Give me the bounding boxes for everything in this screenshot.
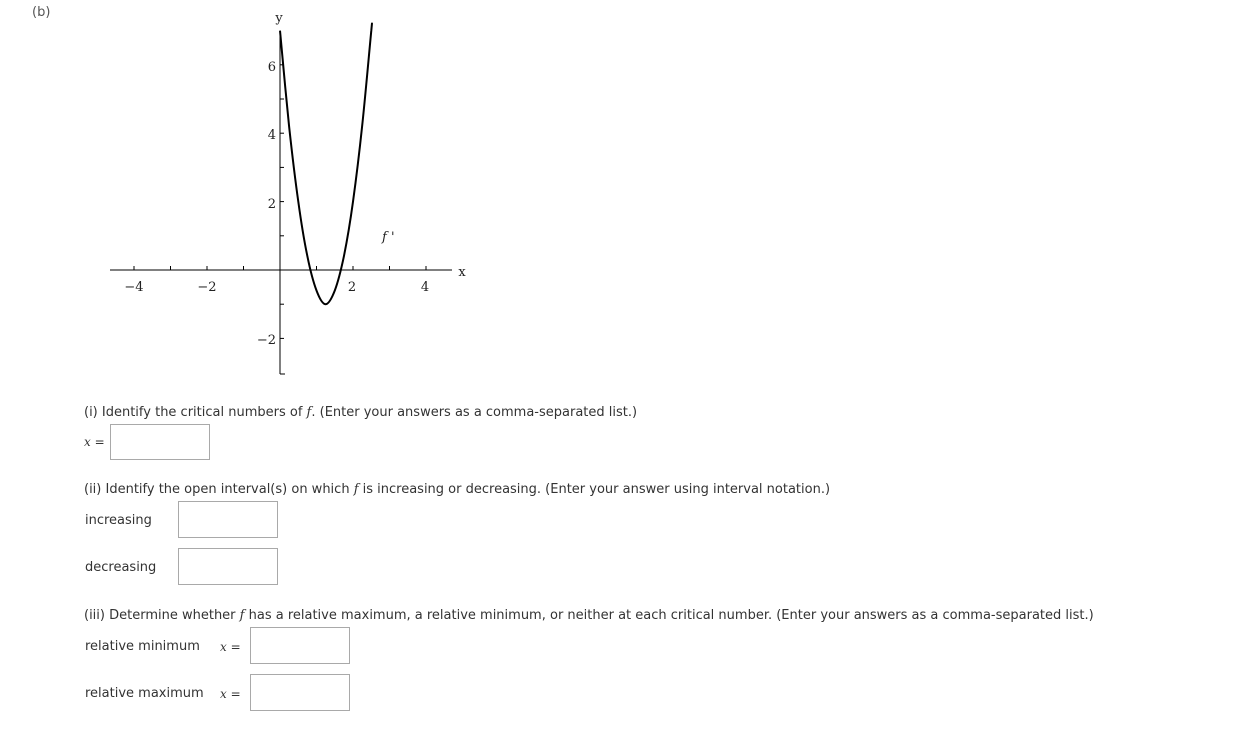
relative-maximum-x-var: x	[220, 687, 227, 701]
relative-maximum-x-eq: =	[226, 687, 241, 701]
relative-minimum-x-var: x	[220, 640, 227, 654]
relative-minimum-x-label	[220, 640, 241, 654]
critical-x-var: x	[84, 435, 91, 449]
relative-minimum-input[interactable]	[250, 627, 350, 664]
x-axis-label: x	[458, 265, 466, 280]
y-tick-label-6: 6	[267, 60, 276, 75]
part-label: (b)	[32, 5, 51, 20]
question-ii-post: is increasing or decreasing. (Enter your answer using interval notation.)	[358, 482, 831, 497]
relative-minimum-x-eq: =	[226, 640, 241, 654]
question-i-text	[84, 405, 637, 420]
y-tick-label-2: 2	[267, 197, 276, 212]
increasing-label: increasing	[85, 513, 152, 528]
question-iii-var: f	[239, 608, 245, 623]
y-tick-label-4: 4	[267, 128, 276, 143]
question-iii-pre: (iii) Determine whether	[84, 608, 240, 623]
question-ii-var: f	[353, 482, 359, 497]
critical-x-eq: =	[90, 435, 105, 449]
question-i-pre: (i) Identify the critical numbers of	[84, 405, 307, 420]
question-iii-post: has a relative maximum, a relative minimum, or neither at each critical number. (Enter your answers as a comma-separated list.)	[244, 608, 1094, 623]
f-prime-curve	[280, 23, 372, 304]
x-tick-label-2: 2	[347, 280, 357, 295]
relative-maximum-input[interactable]	[250, 674, 350, 711]
relative-maximum-x-label	[220, 687, 241, 701]
derivative-graph	[0, 0, 520, 385]
relative-maximum-label: relative maximum	[85, 686, 204, 701]
y-tick-label-neg2: −2	[256, 333, 276, 348]
question-i-post: . (Enter your answers as a comma-separated list.)	[311, 405, 638, 420]
x-tick-label-neg4: −4	[124, 280, 144, 295]
question-i-var: f	[306, 405, 312, 420]
curve-label: f '	[382, 230, 395, 245]
relative-minimum-label: relative minimum	[85, 639, 200, 654]
critical-numbers-input[interactable]	[110, 424, 210, 460]
y-axis-ticks	[280, 65, 284, 339]
increasing-interval-input[interactable]	[178, 501, 278, 538]
y-axis-label: y	[275, 11, 283, 26]
question-ii-text	[84, 482, 830, 497]
x-tick-label-neg2: −2	[197, 280, 217, 295]
x-tick-label-4: 4	[420, 280, 430, 295]
critical-x-label	[84, 435, 105, 449]
decreasing-label: decreasing	[85, 560, 157, 575]
decreasing-interval-input[interactable]	[178, 548, 278, 585]
question-ii-pre: (ii) Identify the open interval(s) on which	[84, 482, 354, 497]
question-iii-text	[84, 608, 1094, 623]
